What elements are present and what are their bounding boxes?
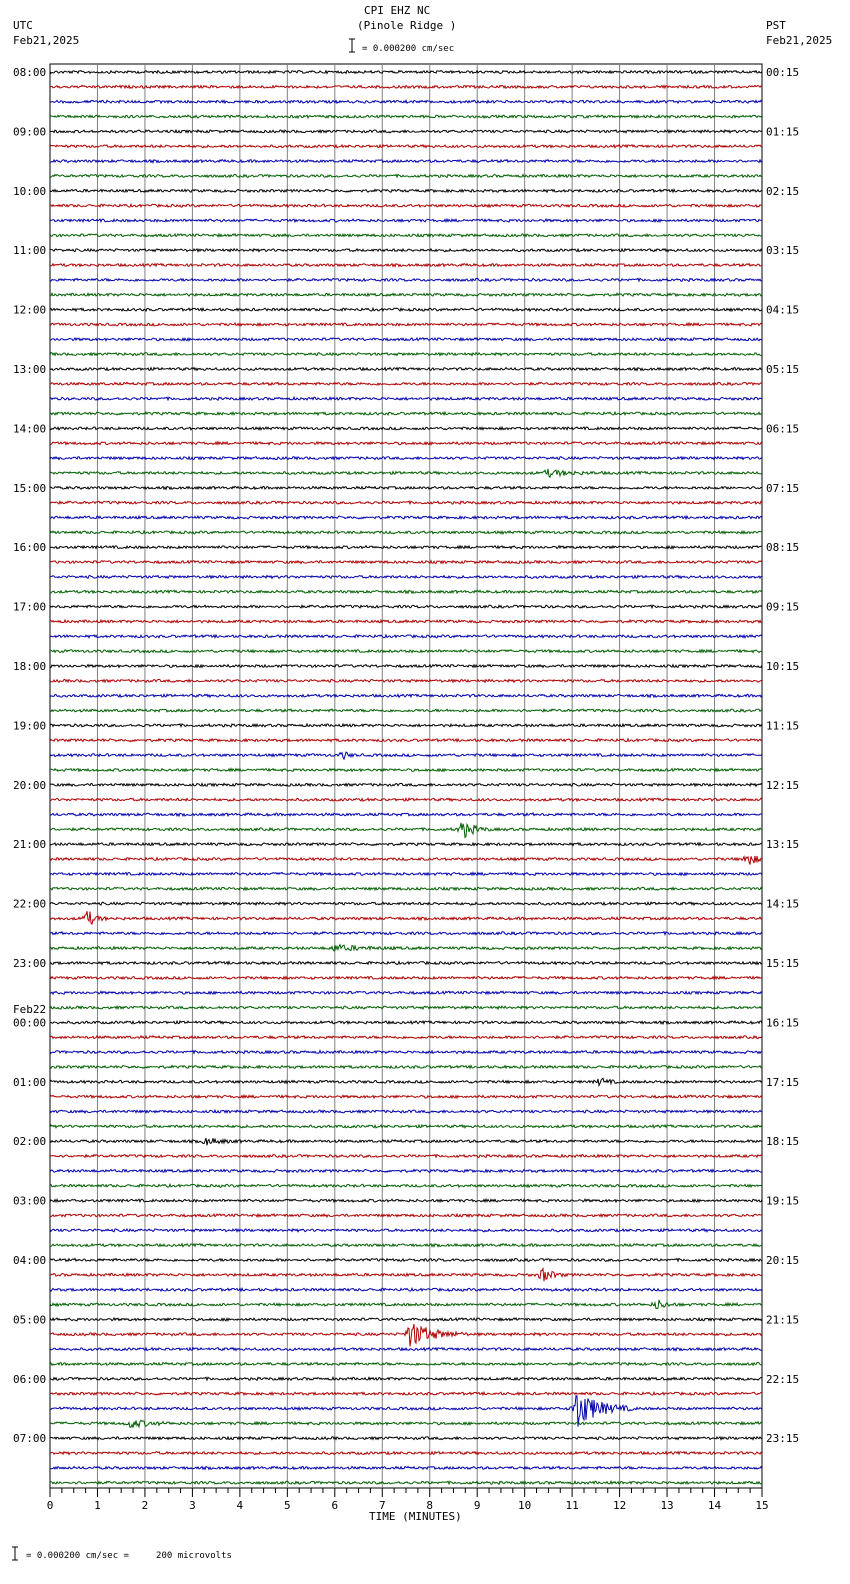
left-hour-label: 16:00	[13, 541, 47, 555]
trace-18	[50, 338, 762, 341]
trace-50	[50, 813, 762, 816]
right-hour-label: 04:15	[766, 303, 800, 317]
trace-94	[50, 1466, 762, 1469]
trace-53	[50, 856, 762, 865]
trace-77	[50, 1214, 762, 1217]
right-hour-label: 20:15	[766, 1254, 800, 1267]
trace-72	[50, 1138, 762, 1145]
right-hour-label: 15:15	[766, 957, 800, 970]
left-hour-label: 00:00	[13, 1016, 47, 1030]
trace-5	[50, 145, 762, 148]
x-tick-label: 13	[660, 1499, 674, 1512]
trace-86	[50, 1348, 762, 1351]
x-tick-label: 11	[565, 1499, 579, 1512]
left-hour-label: 10:00	[13, 184, 47, 198]
left-hour-label: 02:00	[13, 1135, 47, 1149]
trace-70	[50, 1110, 762, 1113]
left-hour-label: 11:00	[13, 244, 47, 258]
trace-22	[50, 397, 762, 400]
left-hour-label: 03:00	[13, 1194, 47, 1208]
trace-4	[50, 130, 762, 133]
right-hour-label: 03:15	[766, 244, 800, 258]
trace-92	[50, 1437, 762, 1440]
trace-23	[50, 412, 762, 415]
x-tick-label: 15	[755, 1499, 769, 1512]
trace-49	[50, 798, 762, 801]
left-hour-label: 01:00	[13, 1075, 47, 1089]
trace-75	[50, 1184, 762, 1187]
x-tick-label: 3	[189, 1499, 196, 1512]
trace-48	[50, 783, 762, 786]
trace-44	[50, 724, 762, 727]
trace-25	[50, 442, 762, 445]
left-hour-label: 20:00	[13, 778, 47, 792]
trace-46	[50, 752, 762, 759]
trace-30	[50, 516, 762, 519]
right-hour-label: 09:15	[766, 600, 800, 614]
right-hour-label: 01:15	[766, 125, 800, 139]
trace-41	[50, 679, 762, 682]
x-tick-label: 10	[518, 1499, 532, 1512]
right-hour-label: 05:15	[766, 363, 800, 376]
left-hour-label: 08:00	[13, 66, 47, 79]
trace-33	[50, 561, 762, 564]
trace-62	[50, 991, 762, 994]
trace-21	[50, 382, 762, 385]
trace-73	[50, 1155, 762, 1158]
trace-79	[50, 1244, 762, 1247]
left-hour-label: 05:00	[13, 1313, 47, 1327]
left-hour-label: 21:00	[13, 838, 47, 852]
left-hour-label: 07:00	[13, 1432, 47, 1446]
x-tick-label: 2	[141, 1499, 149, 1512]
trace-9	[50, 204, 762, 207]
x-tick-label: 6	[331, 1499, 339, 1512]
trace-40	[50, 665, 762, 668]
trace-19	[50, 353, 762, 356]
left-hour-label: 12:00	[13, 303, 47, 317]
right-hour-label: 06:15	[766, 422, 800, 436]
right-hour-label: 02:15	[766, 184, 800, 198]
trace-36	[50, 605, 762, 608]
trace-24	[50, 427, 762, 430]
right-hour-label: 11:15	[766, 719, 800, 733]
scale-label: = 0.000200 cm/sec	[362, 44, 455, 54]
left-hour-label: 23:00	[13, 957, 47, 970]
x-tick-label: 4	[236, 1499, 244, 1512]
trace-74	[50, 1170, 762, 1173]
trace-7	[50, 175, 762, 178]
trace-42	[50, 694, 762, 697]
trace-14	[50, 278, 762, 281]
trace-82	[50, 1288, 762, 1291]
trace-69	[50, 1095, 762, 1098]
right-hour-label: 10:15	[766, 660, 800, 673]
trace-47	[50, 769, 762, 772]
trace-31	[50, 531, 762, 534]
left-date: Feb21,2025	[13, 34, 80, 47]
trace-29	[50, 501, 762, 504]
trace-28	[50, 486, 762, 489]
trace-10	[50, 219, 762, 222]
left-timezone: UTC	[13, 19, 33, 32]
trace-35	[50, 590, 762, 593]
trace-20	[50, 368, 762, 371]
trace-34	[50, 576, 762, 579]
right-hour-label: 08:15	[766, 541, 800, 555]
trace-32	[50, 546, 762, 549]
trace-6	[50, 160, 762, 163]
trace-56	[50, 902, 762, 905]
footer-scale-label: = 0.000200 cm/sec = 200 microvolts	[26, 1551, 232, 1561]
left-hour-label: 15:00	[13, 481, 47, 495]
x-axis-title: TIME (MINUTES)	[369, 1510, 462, 1523]
trace-63	[50, 1006, 762, 1009]
left-hour-label: 04:00	[13, 1254, 47, 1267]
left-hour-label: 18:00	[13, 660, 47, 673]
trace-11	[50, 234, 762, 237]
x-tick-label: 5	[284, 1499, 291, 1512]
trace-52	[50, 843, 762, 846]
trace-68	[50, 1078, 762, 1085]
trace-13	[50, 264, 762, 267]
trace-78	[50, 1229, 762, 1232]
right-hour-label: 23:15	[766, 1432, 800, 1446]
trace-81	[50, 1269, 762, 1282]
left-hour-label: 06:00	[13, 1372, 47, 1386]
trace-64	[50, 1021, 762, 1024]
trace-26	[50, 457, 762, 460]
trace-1	[50, 85, 762, 88]
trace-87	[50, 1363, 762, 1366]
trace-15	[50, 293, 762, 296]
trace-59	[50, 945, 762, 951]
x-tick-label: 7	[378, 1499, 386, 1512]
trace-27	[50, 469, 762, 477]
trace-39	[50, 650, 762, 653]
left-hour-label: 22:00	[13, 897, 47, 911]
right-hour-label: 19:15	[766, 1194, 800, 1208]
date-change-label: Feb22	[13, 1003, 47, 1016]
trace-58	[50, 932, 762, 935]
x-tick-label: 9	[473, 1499, 481, 1512]
trace-57	[50, 911, 762, 924]
trace-65	[50, 1036, 762, 1039]
trace-55	[50, 887, 762, 890]
trace-51	[50, 823, 762, 838]
trace-89	[50, 1392, 762, 1395]
trace-84	[50, 1318, 762, 1321]
trace-60	[50, 962, 762, 965]
trace-80	[50, 1259, 762, 1262]
x-tick-label: 8	[426, 1499, 434, 1512]
x-tick-label: 1	[94, 1499, 101, 1512]
trace-3	[50, 115, 762, 118]
trace-38	[50, 635, 762, 638]
right-hour-label: 14:15	[766, 897, 800, 911]
trace-76	[50, 1199, 762, 1202]
right-hour-label: 12:15	[766, 778, 800, 792]
trace-88	[50, 1377, 762, 1380]
trace-71	[50, 1125, 762, 1128]
x-tick-label: 14	[707, 1499, 722, 1512]
trace-37	[50, 620, 762, 623]
right-hour-label: 18:15	[766, 1135, 800, 1149]
trace-0	[50, 71, 762, 74]
x-tick-label: 12	[612, 1499, 627, 1512]
right-hour-label: 17:15	[766, 1075, 800, 1089]
trace-16	[50, 308, 762, 311]
site-title: (Pinole Ridge )	[357, 19, 457, 32]
left-hour-label: 14:00	[13, 422, 47, 436]
trace-45	[50, 739, 762, 742]
right-hour-label: 16:15	[766, 1016, 800, 1030]
station-title: CPI EHZ NC	[364, 4, 431, 17]
left-hour-label: 09:00	[13, 125, 47, 139]
right-hour-label: 22:15	[766, 1372, 800, 1386]
right-hour-label: 07:15	[766, 481, 800, 495]
right-hour-label: 00:15	[766, 66, 800, 79]
right-date: Feb21,2025	[766, 34, 833, 47]
left-hour-label: 17:00	[13, 600, 47, 614]
right-timezone: PST	[766, 19, 786, 32]
trace-95	[50, 1481, 762, 1484]
trace-91	[50, 1420, 762, 1427]
trace-17	[50, 323, 762, 326]
trace-93	[50, 1452, 762, 1455]
trace-85	[50, 1324, 762, 1346]
trace-67	[50, 1066, 762, 1069]
trace-83	[50, 1300, 762, 1309]
trace-8	[50, 189, 762, 192]
left-hour-label: 19:00	[13, 719, 47, 733]
right-hour-label: 21:15	[766, 1313, 800, 1327]
trace-54	[50, 873, 762, 876]
trace-43	[50, 709, 762, 712]
trace-12	[50, 249, 762, 252]
trace-2	[50, 100, 762, 103]
right-hour-label: 13:15	[766, 838, 800, 852]
trace-66	[50, 1051, 762, 1054]
trace-61	[50, 976, 762, 979]
left-hour-label: 13:00	[13, 363, 47, 376]
x-tick-label: 0	[46, 1499, 54, 1512]
